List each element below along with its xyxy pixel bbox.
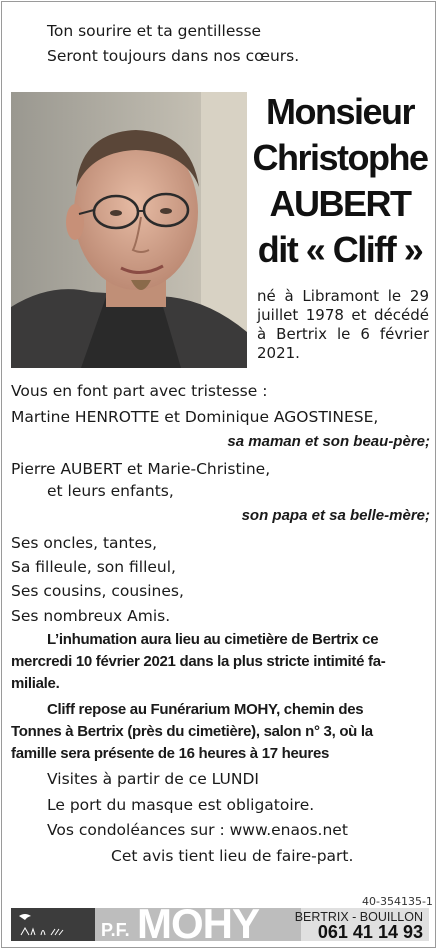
faire-part-note: Cet avis tient lieu de faire-part. [111,847,354,865]
brand-panel [95,900,301,947]
title-monsieur: Monsieur [265,91,414,132]
family-1-role: sa maman et son beau-père; [227,433,430,450]
visits-note: Visites à partir de ce LUNDI [47,770,259,788]
birth-death-text: né à Libramont le 29 juillet 1978 et décédé à Bertrix le 6 février 2021. [257,287,429,362]
family-2-role: son papa et sa belle-mère; [241,507,430,524]
others-line-1: Ses oncles, tantes, [11,534,157,552]
others-line-3: Ses cousins, cousines, [11,582,184,600]
reference-number: 40-354135-1 [362,895,433,908]
pf-prefix: P.F. [101,920,130,940]
others-line-2: Sa filleule, son filleul, [11,558,176,576]
family-2-line-1: Pierre AUBERT et Marie-Christine, [11,460,271,478]
inhumation-line-1: L’inhumation aura lieu au cimetière de Bertrix ce [47,631,379,648]
brand-name: MOHY [137,900,259,947]
others-line-4: Ses nombreux Amis. [11,607,171,625]
quote-line-2: Seront toujours dans nos cœurs. [47,47,300,65]
last-name: AUBERT [269,183,411,224]
inhumation-line-2: mercredi 10 février 2021 dans la plus stricte intimité fa- [11,653,386,670]
funerarium-line-2: Tonnes à Bertrix (près du cimetière), salon n° 3, où la [11,723,373,740]
funerarium-line-3: famille sera présente de 16 heures à 17 heures [11,745,330,762]
family-2-line-2: et leurs enfants, [47,482,174,500]
locations-text: BERTRIX - BOUILLON [294,910,423,924]
contact-panel [294,908,429,942]
first-name: Christophe [252,137,428,178]
dove-emblem [11,908,95,941]
nickname: dit « Cliff » [257,229,423,270]
flame-icon [41,931,45,936]
condolences-note: Vos condoléances sur : www.enaos.net [47,821,348,839]
dove-icon [19,914,31,920]
announce-intro: Vous en font part avec tristesse : [11,382,268,400]
portrait-photo [11,92,247,368]
quote-line-1: Ton sourire et ta gentillesse [47,22,262,40]
phone-number: 061 41 14 93 [317,922,423,942]
mask-note: Le port du masque est obligatoire. [47,796,315,814]
funerarium-line-1: Cliff repose au Funérarium MOHY, chemin des [47,701,364,718]
family-1-names: Martine HENROTTE et Dominique AGOSTINESE, [11,408,379,426]
inhumation-line-3: miliale. [11,675,60,692]
